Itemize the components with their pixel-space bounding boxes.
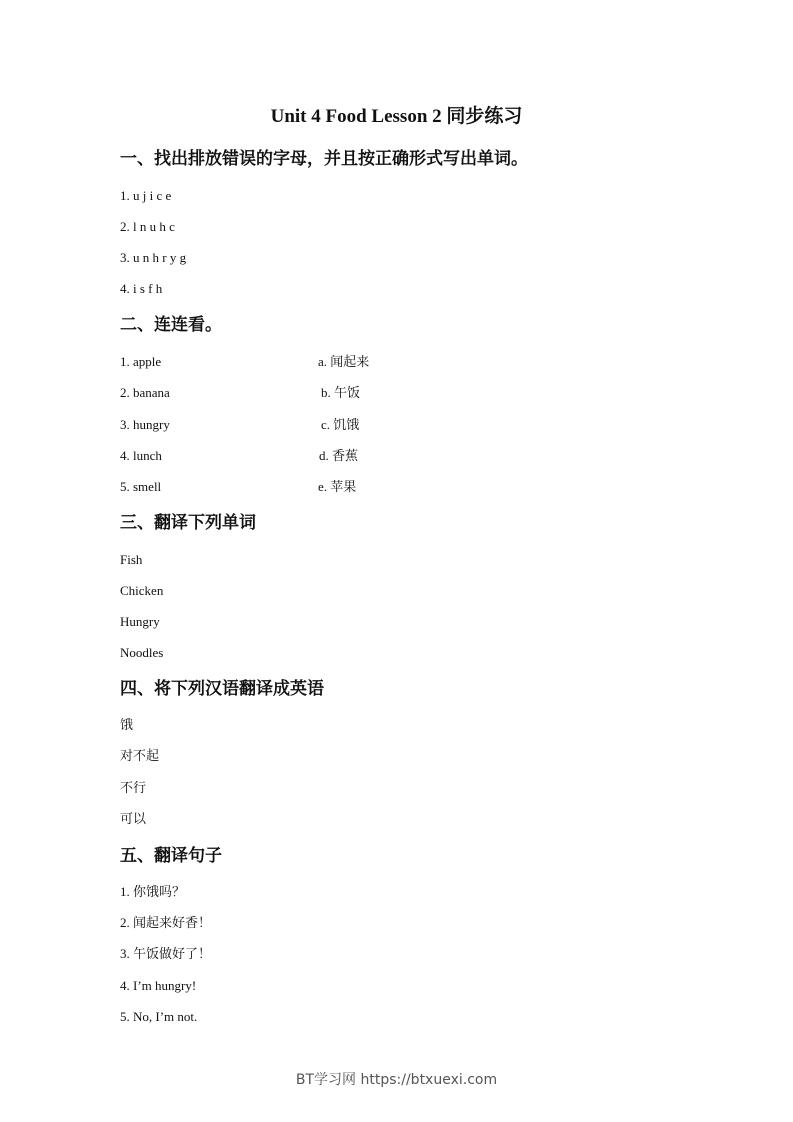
section-4-item-4: 可以 xyxy=(120,811,147,826)
section-5-item-1: 1. 你饿吗？ xyxy=(120,884,186,899)
section-5-item-2: 2. 闻起来好香！ xyxy=(120,915,212,930)
match-right-item-b: b. 午饭 xyxy=(321,385,361,400)
match-left-item-3: 3. hungry xyxy=(120,417,170,432)
section-5-heading: 五、翻译句子 xyxy=(120,846,222,866)
page-title: Unit 4 Food Lesson 2 同步练习 xyxy=(270,106,523,127)
match-left-item-2: 2. banana xyxy=(120,385,170,400)
section-3-item-3: Hungry xyxy=(120,614,160,629)
section-5-item-5: 5. No, I’m not. xyxy=(120,1009,198,1024)
match-left-item-1: 1. apple xyxy=(120,354,162,369)
section-4-heading: 四、将下列汉语翻译成英语 xyxy=(120,679,324,699)
section-1-item-2: 2. l n u h c xyxy=(120,219,175,234)
section-5-item-3: 3. 午饭做好了！ xyxy=(120,946,212,961)
section-4-item-2: 对不起 xyxy=(120,748,160,763)
section-3-heading: 三、翻译下列单词 xyxy=(120,513,256,533)
section-3-item-1: Fish xyxy=(120,552,143,567)
section-4-item-3: 不行 xyxy=(120,780,147,795)
section-2-heading: 二、连连看。 xyxy=(120,315,222,335)
section-1-item-4: 4. i s f h xyxy=(120,281,163,296)
match-right-item-c: c. 饥饿 xyxy=(321,417,360,432)
section-4-item-1: 饿 xyxy=(120,717,134,732)
section-1-heading: 一、找出排放错误的字母，并且按正确形式写出单词。 xyxy=(120,149,528,169)
match-right-item-d: d. 香蕉 xyxy=(319,448,359,463)
section-3-item-4: Noodles xyxy=(120,645,164,660)
section-1-item-3: 3. u n h r y g xyxy=(120,250,187,265)
section-5-item-4: 4. I’m hungry! xyxy=(120,978,197,993)
section-3-item-2: Chicken xyxy=(120,583,164,598)
footer-watermark: BT学习网 https://btxuexi.com xyxy=(295,1072,498,1088)
match-right-item-e: e. 苹果 xyxy=(318,479,357,494)
match-left-item-5: 5. smell xyxy=(120,479,162,494)
match-right-item-a: a. 闻起来 xyxy=(318,354,370,369)
match-left-item-4: 4. lunch xyxy=(120,448,162,463)
section-1-item-1: 1. u j i c e xyxy=(120,188,172,203)
